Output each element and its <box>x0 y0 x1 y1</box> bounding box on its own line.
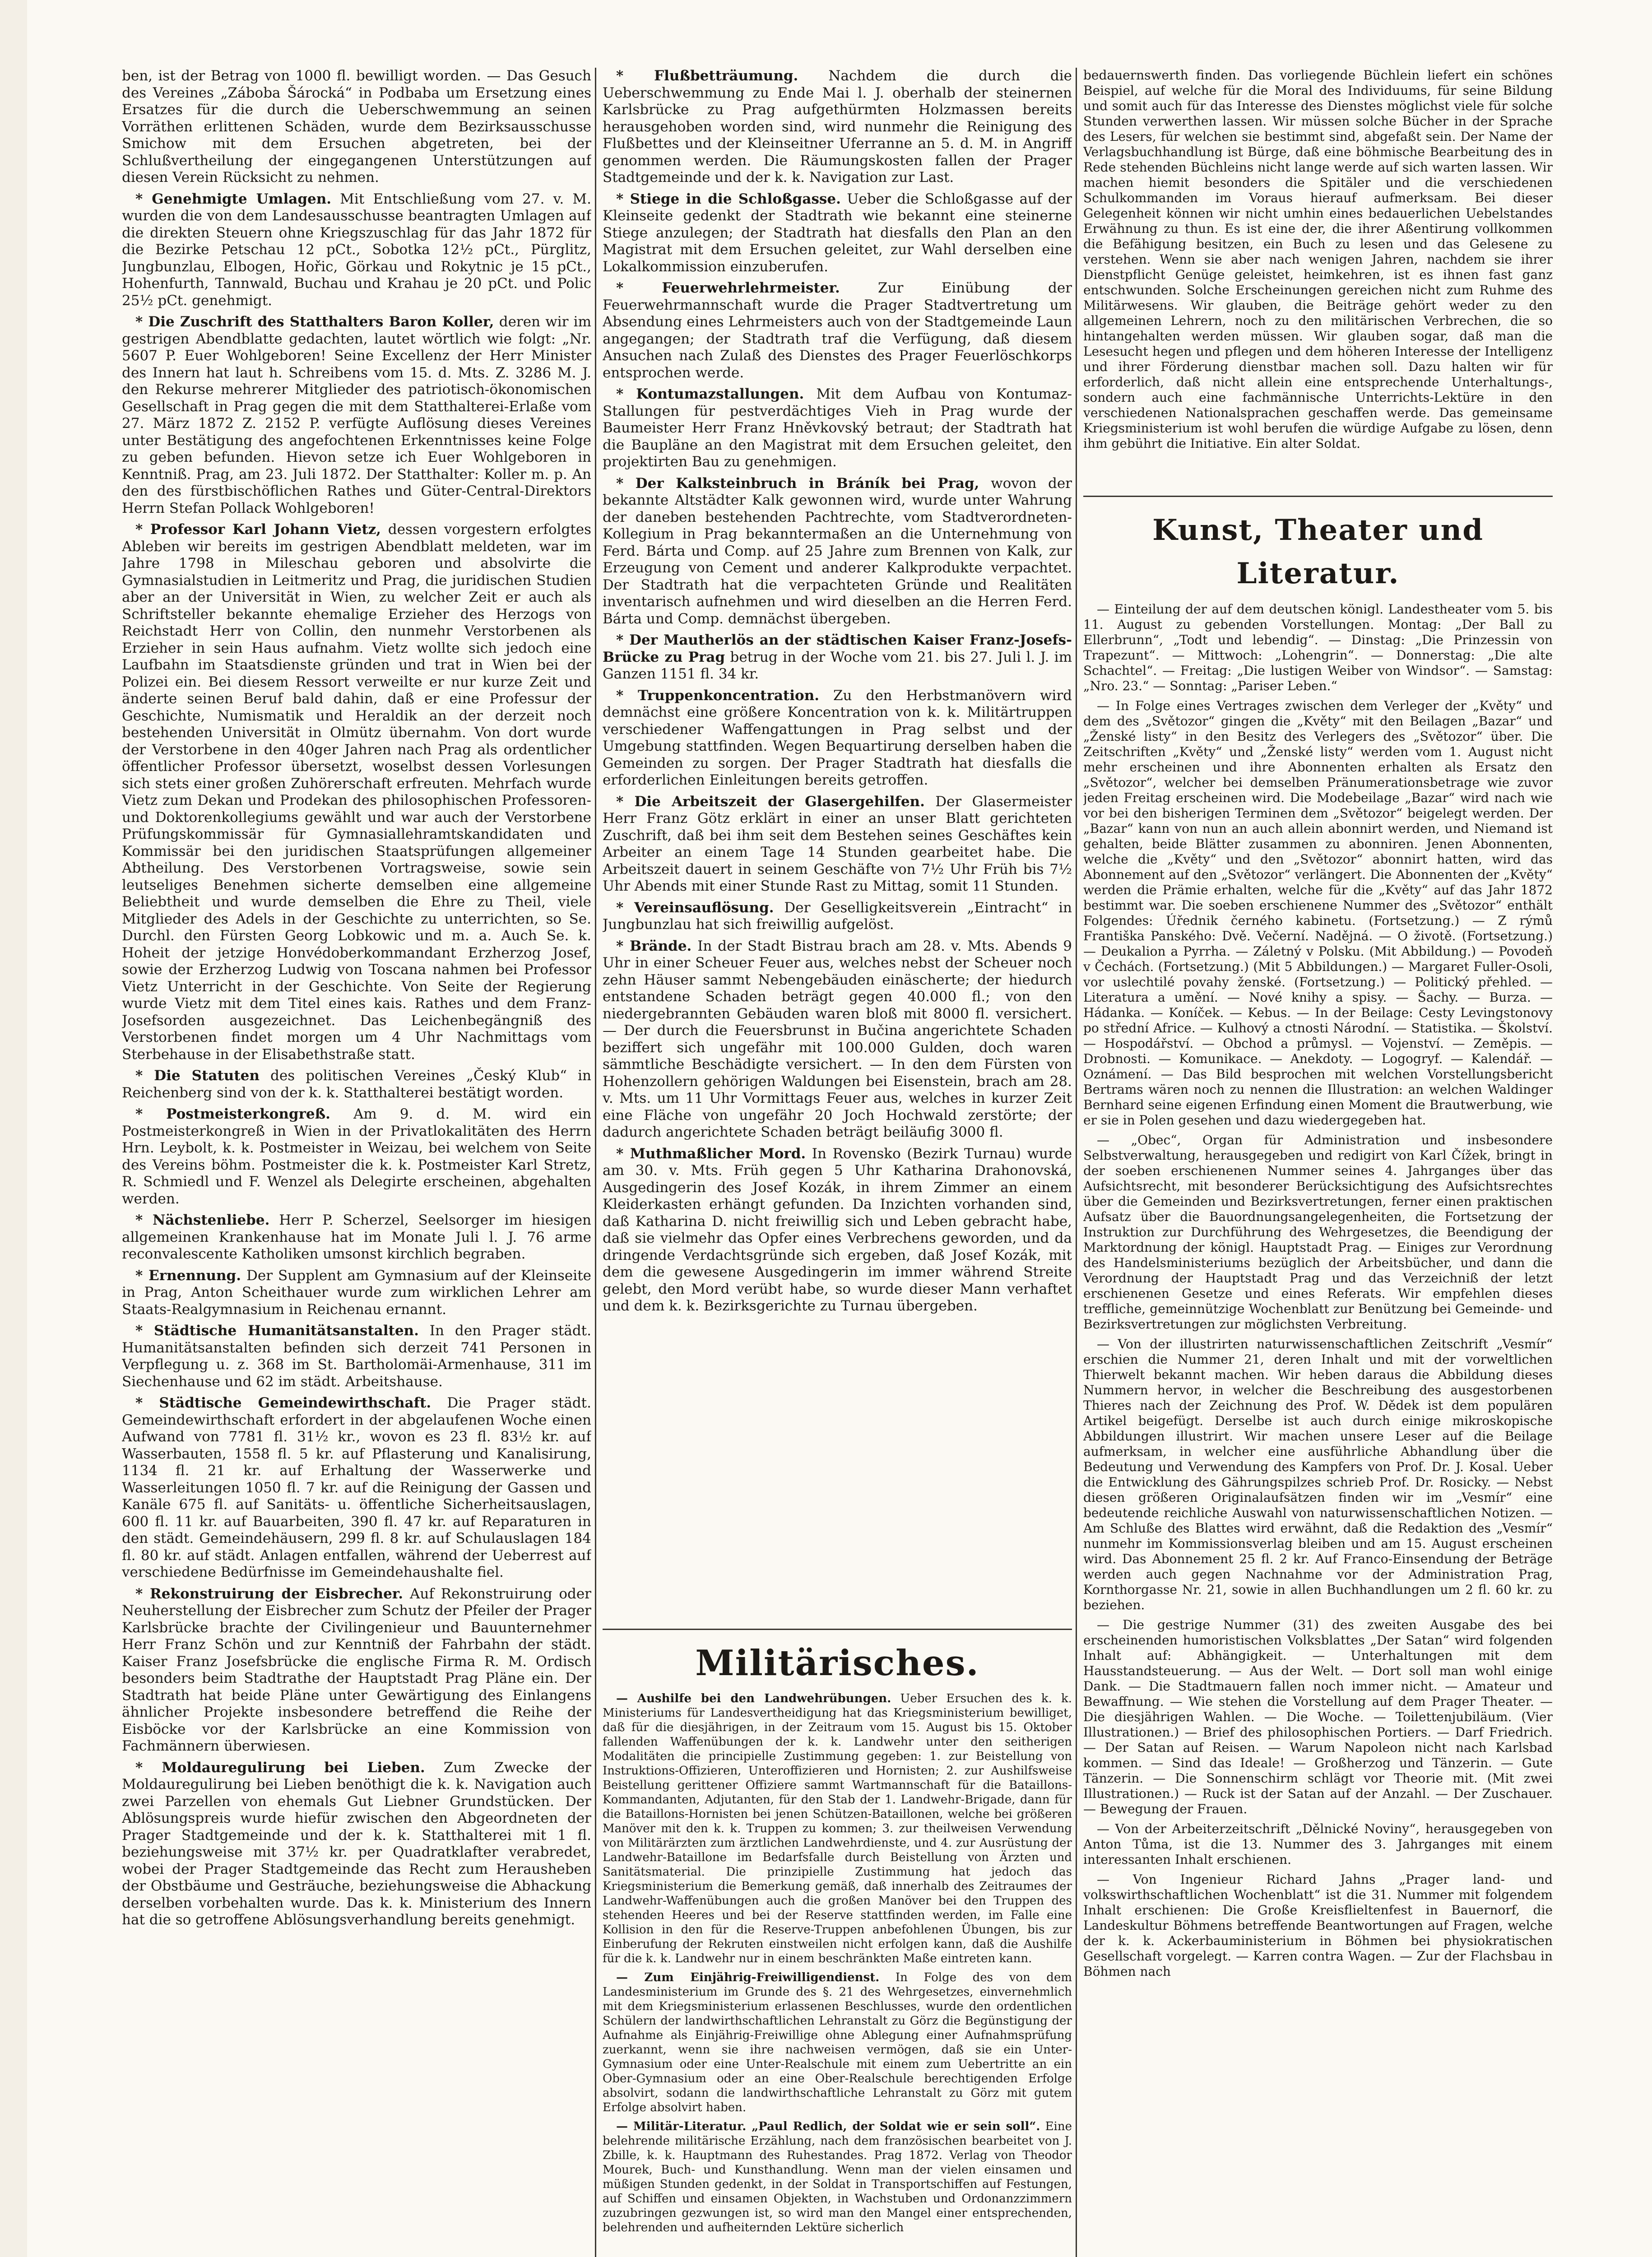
article-paragraph <box>1083 1337 1553 1613</box>
column-2 <box>603 68 1072 1621</box>
article-paragraph <box>603 687 1072 789</box>
article-text: Mit Entschließung vom 27. v. M. wurden die von dem Landesausschusse beantragten Umlagen auf die direkten Steuern ohne Kriegszuschlag für das Jahr 1872 für die Bezirke Petschau 12 pCt., Sobotka 12½ pCt., Pürglitz, Jungbunzlau, Elbogen, Hořic, Görkau und Rokytnic je 15 pCt., Hohenfurth, Tannwald, Buchau und Krahau je 20 pCt. und Polic 25½ pCt. genehmigt. <box>122 190 591 309</box>
article-headline: — Zum Einjährig-Freiwilligendienst. <box>616 1971 880 1984</box>
arts-articles <box>1083 602 1553 2257</box>
article-text: des politischen Vereines „Český Klub“ in Reichenberg sind von der k. k. Statthalterei bestätigt worden. <box>122 1068 591 1101</box>
article-text: — Von der illustrirten naturwissenschaftlichen Zeitschrift „Vesmír“ erschien die Nummer 21, deren Inhalt und mit der vorweltlichen Thierwelt bekannt machen. Wir heben daraus die Abbildung dieses Nummern hervor, in welcher die Beschreibung des ausgestorbenen Thieres nach der Zeichnung des Prof. W. Dědek ist dem populären Artikel beigefügt. Derselbe ist auch durch einige mikroskopische Abbildungen illustrirt. Wir machen unsere Leser auf die Beilage aufmerksam, in welcher eine ausführliche Abhandlung über die Bedeutung und Verwendung des Kampfers von Prof. Dr. J. Kosal. Ueber die Entwicklung des Gährungspilzes schrieb Prof. Dr. Rosicky. — Nebst diesen größeren Originalaufsätzen finden wir im „Vesmír“ eine bedeutende reichliche Auswahl von naturwissenschaftlichen Notizen. — Am Schluße des Blattes wird erwähnt, daß die Redaktion des „Vesmír“ nunmehr im Kommissionsverlag bleiben und am 15. August erscheinen wird. Das Abonnement 25 fl. 2 kr. Auf Franco-Einsendung der Beträge werden auch gegen Nachnahme vor der Administration Prag, Kornthorgasse Nr. 21, sowie in allen Buchhandlungen um 2 fl. 60 kr. zu beziehen. <box>1083 1337 1553 1612</box>
article-paragraph <box>122 1068 591 1101</box>
article-paragraph <box>603 68 1072 186</box>
article-text: Auf Rekonstruirung oder Neuherstellung der Eisbrecher zum Schutz der Pfeiler der Prager Karlsbrücke brachte der Civilingenieur und Bauunternehmer Herr Franz Schön und zur Kenntniß der Fahrbahn der städt. Kaiser Franz Josefsbrücke die englische Firma R. M. Ordisch besonders beim Stadtrathe der Hauptstadt Prag Pläne ein. Der Stadtrath hat beide Pläne unter Gewärtigung des Einlangens ähnlicher Projekte insbesondere betreffend die Reihe der Eisböcke vor der Karlsbrücke an eine Kommission von Fachmännern überwiesen. <box>122 1585 591 1754</box>
article-headline: * Genehmigte Umlagen. <box>135 190 332 207</box>
article-paragraph <box>1083 698 1553 1128</box>
article-text: ben, ist der Betrag von 1000 fl. bewilligt worden. — Das Gesuch des Vereines „Záboba Šárocká“ in Podbaba um Ersetzung eines Ersatzes für die durch die Ueberschwemmung an seinen Vorräthen erlittenen Schäden, wurde dem Bezirksausschusse Smichow mit dem Ersuchen abgetreten, bei der Schlußvertheilung der eingegangenen Unterstützungen auf diesen Verein Rücksicht zu nehmen. <box>122 68 591 186</box>
article-text: Der Supplent am Gymnasium auf der Kleinseite in Prag, Anton Scheithauer wurde zum wirklichen Lehrer am Staats-Realgymnasium in Reichenau ernannt. <box>122 1267 591 1318</box>
article-paragraph <box>122 191 591 310</box>
article-headline: * Stiege in die Schloßgasse. <box>616 190 841 207</box>
column-rule <box>595 68 596 2257</box>
article-text: bedauernswerth finden. Das vorliegende Büchlein liefert ein schönes Beispiel, auf welche für die Moral des Individuums, für seine Bildung und somit auch für das Interesse des Dienstes möglichst viele für solche Stunden verwerthen lassen. Wir müssen solche Bücher in der Sprache des Lesers, für welchen sie bestimmt sind, abgefaßt sein. Der Name der Verlagsbuchhandlung ist Bürge, daß eine böhmische Bearbeitung des in Rede stehenden Büchleins nicht lange werde auf sich warten lassen. Wir machen hiemit besonders die Spitäler und die verschiedenen Schulkommanden im Voraus hierauf aufmerksam. Bei dieser Gelegenheit können wir nicht umhin eines bedauerlichen Uebelstandes Erwähnung zu thun. Es ist eine der, die ihrer Aßentirung vollkommen die Befähigung besitzen, ein Buch zu lesen und das Gelesene zu verstehen. Wenn sie aber nach wenigen Jahren, nachdem sie ihrer Dienstpflicht Genüge geleistet, heimkehren, ist es ihnen fast ganz entschwunden. Solche Erscheinungen gereichen nicht zum Ruhme des Militärwesens. Wir glauben, die Beiträge gehört weder zu den allgemeinen Lehrern, noch zu den militärischen Verbrechen, die so hintangehalten werden müssen. Wir glauben sogar, daß man die Lesesucht hegen und pflegen und dem höheren Interesse der Intelligenz und ihrer Förderung dienstbar machen soll. Dazu halten wir für erforderlich, daß nicht allein eine entsprechende Unterhaltungs-, sondern auch eine fachmännische Unterrichts-Lektüre in den verschiedenen Nationalsprachen geschaffen werde. Das gemeinsame Kriegsministerium ist wohl berufen die würdige Aufgabe zu lösen, denn ihm gebührt die Initiative. Ein alter Soldat. <box>1083 68 1553 451</box>
article-headline: * Feuerwehrlehrmeister. <box>616 280 840 296</box>
article-headline: * Städtische Humanitätsanstalten. <box>135 1323 419 1339</box>
article-paragraph <box>122 521 591 1063</box>
page-edge-shadow <box>0 0 27 2257</box>
article-headline: * Die Zuschrift des Statthalters Baron Koller, <box>135 314 494 330</box>
article-paragraph <box>603 191 1072 276</box>
article-text: — Von der Arbeiterzeitschrift „Dělnické Noviny“, herausgegeben von Anton Tůma, ist die 13. Nummer des 3. Jahrganges mit einem interessanten Inhalt erschienen. <box>1083 1821 1553 1867</box>
article-headline: * Muthmaßlicher Mord. <box>616 1145 806 1162</box>
article-text: Ueber Ersuchen des k. k. Ministeriums für Landesvertheidigung hat das Kriegsministerium bewilliget, daß für die diesjährigen, in der Zeitraum vom 15. August bis 15. Oktober fallenden Waffenübungen der k. k. Landwehr unter den seitherigen Modalitäten die principielle Zustimmung gegeben: 1. zur Beistellung von Instruktions-Offizieren, Unteroffizieren und Hornisten; 2. zur Aushilfsweise Beistellung gerittener Offiziere sammt Wartmannschaft für die Bataillons-Kommandanten, Adjutanten, für den Stab der 1. Landwehr-Brigade, dann für die Bataillons-Hornisten bei jenen Schützen-Bataillonen, welche bei größeren Manöver mit den k. k. Truppen zu kommen; 3. zur theilweisen Verwendung von Militärärzten zum ärztlichen Landwehrdienste, und 4. zur Ausrüstung der Landwehr-Bataillone im Bedarfsfalle durch Beistellung von Ärzten und Sanitätsmaterial. Die prinzipielle Zustimmung hat jedoch das Kriegsministerium die Bemerkung gemäß, daß innerhalb des Zeitraumes der Landwehr-Waffenübungen auch die großen Manöver bei den Truppen des stehenden Heeres und bei der Reserve stattfinden werden, im Falle eine Kollision in den für die Reserve-Truppen anbefohlenen Übungen, bis zur Einberufung der Rekruten einstweilen nicht erfolgen kann, daß die Aushilfe für die k. k. Landwehr nur in einem beschränkten Maße eintreten kann. <box>603 1692 1072 1965</box>
article-text: Am 9. d. M. wird ein Postmeisterkongreß in Wien in der Privatlokalitäten des Herrn Hrn. Leybolt, k. k. Postmeister in Weizau, bei welchem von Seite des Vereins böhm. Postmeister die k. k. Postmeister Karl Stretz, R. Schmiedl und F. Wenzel als Delegirte erscheinen, abgehalten werden. <box>122 1106 591 1207</box>
article-text: Mit dem Aufbau von Kontumaz-Stallungen für pestverdächtiges Vieh in Prag wurde der Baumeister Herr Franz Hněvkovský betraut; der Stadtrath hat die Baupläne an den Magistrat mit dem Ersuchen geleitet, den projektirten Bau zu genehmigen. <box>603 386 1072 470</box>
article-headline: * Postmeisterkongreß. <box>135 1106 330 1122</box>
article-headline: * Der Mautherlös an der städtischen Kaiser Franz-Josefs-Brücke zu Prag <box>603 632 1072 665</box>
article-headline: * Truppenkoncentration. <box>616 687 820 704</box>
military-articles <box>603 1691 1072 2257</box>
article-headline: * Rekonstruirung der Eisbrecher. <box>135 1585 404 1602</box>
article-headline: — Aushilfe bei den Landwehrübungen. <box>616 1692 891 1705</box>
article-text: In Rovensko (Bezirk Turnau) wurde am 30. v. Mts. Früh gegen 5 Uhr Katharina Drahonovská, Ausgedingerin des Josef Kozák, in ihrem Zimmer an einem Kleiderkasten erhängt gefunden. Da Inzichten vorhanden sind, daß Katharina D. nicht freiwillig sich und Leben gebracht habe, daß sie vielmehr das Opfer eines Verbrechens geworden, und da dringende Verdachtsgründe sich ergeben, daß Josef Kozák, mit dem die gewesene Ausgedingerin im immer während Streite gelebt, den Mord verübt habe, so wurde dieser Mann verhaftet und dem k. k. Bezirksgerichte zu Turnau übergeben. <box>603 1145 1072 1314</box>
article-headline: * Ernennung. <box>135 1267 241 1284</box>
article-text: Ueber die Schloßgasse auf der Kleinseite gedenkt der Stadtrath wie bekannt eine steinerne Stiege anzulegen; der Stadtrath hat diesfalls den Plan an den Magistrat mit dem Ersuchen geleitet, zur Wahl derselben eine Lokalkommission einzuberufen. <box>603 190 1072 275</box>
article-text: — Einteilung der auf dem deutschen königl. Landestheater vom 5. bis 11. August zu gebenden Vorstellungen. Montag: „Der Ball zu Ellerbrunn“, „Todt und lebendig“. — Dinstag: „Die Prinzessin von Trapezunt“. — Mittwoch: „Lohengrin“. — Donnerstag: „Die alte Schachtel“. — Freitag: „Die lustigen Weiber von Windsor“. — Samstag: „Nro. 23.“ — Sonntag: „Pariser Leben.“ <box>1083 602 1553 693</box>
article-paragraph <box>603 632 1072 683</box>
article-text: In Folge des von dem Landesministerium im Grunde des §. 21 des Wehrgesetzes, einvernehmlich mit dem Kriegsministerium erlassenen Beschlusses, wurde den ordentlichen Schülern der landwirthschaftlichen Lehranstalt zu Görz die Begünstigung der Aufnahme als Einjährig-Freiwillige ohne Ablegung einer Aufnahmsprüfung zuerkannt, wenn sie ihre nachweisen vermögen, daß sie ein Unter-Gymnasium oder eine Unter-Realschule mit einem zum Uebertritte an ein Ober-Gymnasium oder an eine Ober-Realschule berechtigenden Erfolge absolvirt, sodann die landwirthschaftliche Lehranstalt zu Görz mit gutem Erfolge absolvirt haben. <box>603 1971 1072 2114</box>
article-paragraph <box>1083 1617 1553 1817</box>
article-paragraph <box>122 1586 591 1755</box>
article-headline: * Moldauregulirung bei Lieben. <box>135 1759 425 1776</box>
article-paragraph <box>122 1212 591 1263</box>
column-1 <box>122 68 591 2257</box>
article-paragraph <box>1083 68 1553 451</box>
article-text: Der Geselligkeitsverein „Eintracht“ in Jungbunzlau hat sich freiwillig aufgelöst. <box>603 899 1072 933</box>
article-paragraph <box>603 280 1072 381</box>
article-text: — In Folge eines Vertrages zwischen dem Verleger der „Květy“ und dem des „Světozor“ gingen die „Květy“ mit den Beilagen „Bazar“ und „Ženské listy“ in den Besitz des Verlegers des „Světozor“ über. Die Zeitschriften „Květy“ und „Ženské listy“ werden vom 1. August nicht mehr erscheinen und ihre Abonnenten erhalten als Ersatz den „Světozor“, welcher bei demselben Pränumerationsbetrage wie zuvor jeden Freitag erscheinen wird. Die Modebeilage „Bazar“ wird nach wie vor bei den bisherigen Terminen dem „Světozor“ beigelegt werden. Der „Bazar“ kann von nun an auch allein abonnirt werden, und Niemand ist gehalten, beide Blätter zusammen zu abonniren. Jenen Abonnenten, welche die „Květy“ und den „Světozor“ abonnirt hatten, wird das Abonnement auf den „Světozor“ verlängert. Die Abonnenten der „Květy“ werden die Prämie erhalten, welche für die „Květy“ auf das Jahr 1872 bestimmt war. Die soeben erschienene Nummer des „Světozor“ enthält Folgendes: Úřednik černého kabinetu. (Fortsetzung.) — Z rýmů Františka Panského: Dvě. Večerní. Nadějná. — O životě. (Fortsetzung.) — Deukalion a Pyrrha. — Záletný v Polsku. (Mit Abbildung.) — Povodeň v Čechách. (Fortsetzung.) (Mit 5 Abbildungen.) — Margaret Fuller-Osoli, vor uslechtilé povahy ženské. (Fortsetzung.) — Politický přehled. — Literatura a umění. — Nové knihy a spisy. — Šachy. — Burza. — Hádanka. — Koníček. — Kebus. — In der Beilage: Cesty Levingstonovy po střední Africe. — Kulhový a ctnosti Národní. — Statistika. — Školství. — Hospodářství. — Obchod a průmysl. — Vojenství. — Zeměpis. — Drobnosti. — Komunikace. — Anekdoty. — Logogryf. — Kalendář. — Oznámení. — Das Bild besprochen mit welchen Vorstellungsbericht Bertrams wären noch zu nennen die Illustration: an welchen Waldinger Bernhard seine eigenen Erfindung einen Moment die Brautwerbung, wie er sie in Polen gesehen und dazu wiedergegeben hat. <box>1083 698 1553 1128</box>
article-paragraph <box>1083 1821 1553 1867</box>
article-paragraph <box>603 1146 1072 1315</box>
article-text: dessen vorgestern erfolgtes Ableben wir bereits im gestrigen Abendblatt meldeten, war im Jahre 1798 in Mileschau geboren und absolvirte die Gymnasialstudien in Leitmeritz und Prag, die juridischen Studien aber an der Universität in Wien, zu welcher Zeit er auch als Schriftsteller bekannte ehemalige Erzieher des Herzogs von Reichstadt Herr von Collin, den nunmehr Verstorbenen als Erzieher in sein Haus aufnahm. Vietz wollte sich jedoch eine Laufbahn im Staatsdienste gründen und trat in Wien bei der Polizei ein. Bei diesem Ressort verweilte er nur kurze Zeit und änderte seinen Beruf bald dahin, daß er eine Professur der Geschichte, Numismatik und Heraldik an der derzeit noch bestehenden Universität in Olmütz übernahm. Von dort wurde der Verstorbene in den 40ger Jahren nach Prag als ordentlicher öffentlicher Professor übersetzt, woselbst dessen Vorlesungen sich stets einer großen Zuhörerschaft erfreuten. Mehrfach wurde Vietz zum Dekan und Prodekan des philosophischen Professoren- und Doktorenkollegiums gewählt und war auch der Verstorbene Prüfungskommissär für Gymnasiallehramtskandidaten und Kommissär bei den juridischen Staatsprüfungen allgemeiner Abtheilung. Des Verstorbenen Vortragsweise, sowie sein leutseliges Benehmen sicherte demselben eine allgemeine Beliebtheit und wurde demselben die Ehre zu Theil, viele Mitglieder des Adels in der Geschichte zu unterrichten, so Se. Durchl. den Fürsten Georg Lobkowic und m. a. Auch Se. k. Hoheit der jetzige Honvédoberkommandant Erzherzog Josef, sowie der Erzherzog Ludwig von Toscana nahmen bei Professor Vietz Unterricht in der Geschichte. Von Seite der Regierung wurde Vietz mit dem Titel eines kais. Rathes und dem Franz-Josefsorden ausgezeichnet. Das Leichenbegängniß des Verstorbenen findet morgen um 4 Uhr Nachmittags vom Sterbehause in der Elisabethstraße statt. <box>122 521 591 1063</box>
article-paragraph <box>603 475 1072 628</box>
article-text: Der Glasermeister Herr Franz Götz erklärt in einer an unser Blatt gerichteten Zuschrift, daß bei ihm seit dem Bestehen seines Geschäftes kein Arbeiter an einem Tage 14 Stunden gearbeitet habe. Die Arbeitszeit dauert in seinem Geschäfte von 7½ Uhr Früh bis 7½ Uhr Abends mit einer Stunde Rast zu Mittag, somit 11 Stunden. <box>603 793 1072 894</box>
article-text: Die Prager städt. Gemeindewirthschaft erfordert in der abgelaufenen Woche einen Aufwand von 7781 fl. 31½ kr., wovon es 23 fl. 83½ kr. auf Wasserbauten, 1558 fl. 5 kr. auf Pflasterung und Kanalisirung, 1134 fl. 21 kr. auf Erhaltung der Wasserwerke und Wasserleitungen 1050 fl. 7 kr. auf die Reinigung der Gassen und Kanäle 675 fl. auf Sanitäts- u. öffentliche Sicherheitsauslagen, 600 fl. 11 kr. auf Bauarbeiten, 390 fl. 47 kr. auf Reparaturen in den städt. Gemeindehäusern, 299 fl. 8 kr. auf Schulauslagen 184 fl. 80 kr. auf städt. Anlagen entfallen, während der Ueberrest auf verschiedene Bedürfnisse im Gemeindehaushalte fiel. <box>122 1395 591 1580</box>
article-paragraph <box>122 1268 591 1319</box>
article-paragraph <box>122 1395 591 1581</box>
article-paragraph <box>603 2119 1072 2235</box>
article-paragraph <box>1083 1133 1553 1332</box>
article-text: — Die gestrige Nummer (31) des zweiten Ausgabe des bei erscheinenden humoristischen Volksblattes „Der Satan“ wird folgenden Inhalt auf: Abhängigkeit. — Unterhaltungen mit dem Hausstandsteuerung. — Aus der Welt. — Dort soll man wohl einige Dank. — Die Stadtmauern fallen noch immer nicht. — Amateur und Bewaffnung. — Wie stehen die Vorstellung auf dem Prager Theater. — Die diesjährigen Wahlen. — Die Woche. — Toilettenjubiläum. (Vier Illustrationen.) — Brief des philosophischen Portiers. — Darf Friedrich. — Der Satan auf Reisen. — Warum Napoleon nicht nach Karlsbad kommen. — Sind das Ideale! — Großherzog und Tänzerin. — Gute Tänzerin. — Die Sonnenschirm schlägt vor Theorie mit. (Mit zwei Illustrationen.) — Ruck ist der Satan auf der Anzahl. — Der Zuschauer. — Bewegung der Frauen. <box>1083 1617 1553 1816</box>
arts-section <box>1083 492 1553 2257</box>
article-paragraph <box>122 1323 591 1390</box>
article-headline: * Vereinsauflösung. <box>616 899 774 916</box>
column-3 <box>1083 68 1553 474</box>
article-text: betrug in der Woche vom 21. bis 27. Juli l. J. im Ganzen 1151 fl. 34 kr. <box>603 649 1072 682</box>
article-text: Zur Einübung der Feuerwehrmannschaft wurde die Prager Stadtvertretung um Absendung eines Lehrmeisters auch von der Stadtgemeinde Laun angegangen; der Stadtrath traf die Verfügung, daß diesem Ansuchen nach Zulaß des Dienstes des Prager Feuerlöschkorps entsprochen werde. <box>603 280 1072 381</box>
article-text: Nachdem die durch die Ueberschwemmung zu Ende Mai l. J. oberhalb der steinernen Karlsbrücke zu Prag aufgethürmten Holzmassen bereits herausgehoben worden sind, wird nunmehr die Reinigung des Flußbettes und der Kleinseitner Uferranne an 5. d. M. in Angriff genommen werden. Die Räumungskosten fallen der Prager Stadtgemeinde und der k. k. Navigation zur Last. <box>603 68 1072 186</box>
article-paragraph <box>603 1970 1072 2115</box>
article-headline: * Brände. <box>616 938 692 954</box>
article-headline: * Flußbetträumung. <box>616 68 798 84</box>
article-paragraph <box>122 68 591 186</box>
article-paragraph <box>122 314 591 517</box>
article-paragraph <box>122 1760 591 1929</box>
article-headline: * Kontumazstallungen. <box>616 386 804 402</box>
article-paragraph <box>603 900 1072 933</box>
section-title-military: Militärisches. <box>695 1643 979 1684</box>
military-section <box>603 1625 1072 2257</box>
article-headline: * Die Statuten <box>135 1068 260 1084</box>
article-paragraph <box>1083 1872 1553 1979</box>
section-divider <box>1083 496 1553 497</box>
section-title-arts: Kunst, Theater und Literatur. <box>1152 513 1484 590</box>
article-headline: * Die Arbeitszeit der Glasergehilfen. <box>616 793 925 810</box>
article-paragraph <box>603 938 1072 1141</box>
article-text: In der Stadt Bistrau brach am 28. v. Mts. Abends 9 Uhr in einer Scheuer Feuer aus, welches nebst der Scheuer noch zehn Häuser sammt Nebengebäuden einäscherte; der hiedurch entstandene Schaden beträgt gegen 40.000 fl.; von den niedergebrannten Gebäuden waren bloß mit 8000 fl. versichert. — Der durch die Feuersbrunst in Bučina angerichtete Schaden beziffert sich ungefähr mit 100.000 Gulden, doch waren sämmtliche Beschädigte versichert. — In den dem Fürsten von Hohenzollern gehörigen Waldungen bei Eisenstein, brach am 28. v. Mts. um 11 Uhr Vormittags Feuer aus, welches in kurzer Zeit eine Fläche von ungefähr 20 Joch Hochwald zerstörte; der dadurch angerichtete Schaden beträgt beiläufig 3000 fl. <box>603 938 1072 1140</box>
article-paragraph <box>603 794 1072 895</box>
article-text: wovon der bekannte Altstädter Kalk gewonnen wird, wurde unter Wahrung der daneben bestehenden Pachtrechte, vom Stadtverordneten-Kollegium in Prag bekanntermaßen an die Unternehmung von Ferd. Bárta und Comp. auf 25 Jahre zum Brennen von Kalk, zur Erzeugung von Cement und anderer Kalkprodukte verpachtet. Der Stadtrath hat die verpachteten Gründe und Realitäten inventarisch aufnehmen und wird dieselben an die Herren Ferd. Bárta und Comp. demnächst übergeben. <box>603 475 1072 627</box>
article-paragraph <box>1083 602 1553 694</box>
article-text: Eine belehrende militärische Erzählung, nach dem französischen bearbeitet von J. Zbille, k. k. Hauptmann des Ruhestandes. Prag 1872. Verlag von Theodor Mourek, Buch- und Kunsthandlung. Wenn man der vielen einsamen und müßigen Stunden gedenkt, in der Soldat in Transportschiffen auf Festungen, auf Schiffen und einsamen Objekten, in Wachstuben und Ordonanzzimmern zuzubringen gezwungen ist, so wird man den Mangel einer entsprechenden, belehrenden und aufheiternden Lektüre sicherlich <box>603 2120 1072 2234</box>
article-headline: * Der Kalksteinbruch in Bráník bei Prag, <box>616 475 979 492</box>
article-text: In den Prager städt. Humanitätsanstalten befinden sich derzeit 741 Personen in Verpflegung u. z. 368 im St. Bartholomäi-Armenhause, 311 im Siechenhause und 62 im städt. Arbeitshause. <box>122 1323 591 1390</box>
article-headline: * Nächstenliebe. <box>135 1212 270 1228</box>
article-headline: — Militär-Literatur. „Paul Redlich, der Soldat wie er sein soll“. <box>616 2120 1040 2133</box>
article-headline: * Professor Karl Johann Vietz, <box>135 521 381 538</box>
article-paragraph <box>603 1691 1072 1966</box>
article-text: deren wir im gestrigen Abendblatte gedachten, lautet wörtlich wie folgt: „Nr. 5607 P. Euer Wohlgeboren! Seine Excellenz der Herr Minister des Innern hat laut h. Schreibens vom 15. d. Mts. Z. 3286 M. J. den Rekurse mehrerer Mitglieder des patriotisch-ökonomischen Gesellschaft in Prag gegen die mit dem Statthalterei-Erlaße vom 27. März 1872 Z. 2152 P. verfügte Auflösung dieses Vereines unter Bestätigung des angefochtenen Erkenntnisses keine Folge zu geben befunden. Hievon setze ich Euer Wohlgeboren in Kenntniß. Prag, am 23. Juli 1872. Der Statthalter: Koller m. p. An den des fürstbischöflichen Rathes und Güter-Central-Direktors Herrn Stefan Pollack Wohlgeboren! <box>122 314 591 516</box>
article-text: Herr P. Scherzel, Seelsorger im hiesigen allgemeinen Krankenhause hat im Monate Juli l. J. 76 arme reconvalescente Katholiken umsonst kirchlich begraben. <box>122 1212 591 1262</box>
article-text: Zum Zwecke der Moldauregulirung bei Lieben benöthigt die k. k. Navigation auch zwei Parzellen von ehemals Gut Liebner Grundstücken. Der Ablösungspreis wurde hiefür zwischen den Abgeordneten der Prager Stadtgemeinde und der k. k. Statthalterei mit 1 fl. beziehungsweise mit 37½ kr. per Quadratklafter verabredet, wobei der Prager Stadtgemeinde das Recht zum Herausheben der Obstbäume und Gesträuche, beziehungsweise die Abhackung derselben vorbehalten wurde. Das k. k. Ministerium des Innern hat die so getroffene Ablösungsverhandlung bereits genehmigt. <box>122 1759 591 1928</box>
article-text: Zu den Herbstmanövern wird demnächst eine größere Koncentration von k. k. Militärtruppen verschiedener Waffengattungen in Prag selbst und der Umgebung stattfinden. Wegen Bequartirung derselben haben die Gemeinden zu sorgen. Der Prager Stadtrath hat diesfalls die erforderlichen Einleitungen bereits getroffen. <box>603 687 1072 788</box>
article-text: — „Obec“, Organ für Administration und insbesondere Selbstverwaltung, herausgegeben und redigirt von Karl Čížek, bringt in der soeben erschienenen Nummer seines 4. Jahrganges über das Aufsichtsrecht, mit besonderer Berücksichtigung des Aufsichtsrechtes über die Gemeinden und Bezirksvertretungen, ferner einen praktischen Aufsatz über die Bauordnungsangelegenheiten, die Fortsetzung der Instruktion zur Durchführung des Wehrgesetzes, die Beendigung der Marktordnung der königl. Hauptstadt Prag. — Einiges zur Verordnung des Handelsministeriums bezüglich der Arbeitsbücher, und dann die Verordnung der Hauptstadt Prag und das Verzeichniß der letzt erschienenen Gesetze und eines Referats. Wir empfehlen dieses treffliche, gemeinnützige Wochenblatt zur Benützung bei Gemeinde- und Bezirksvertretungen zur möglichsten Verbreitung. <box>1083 1133 1553 1332</box>
article-paragraph <box>122 1106 591 1207</box>
article-paragraph <box>603 386 1072 471</box>
article-headline: * Städtische Gemeindewirthschaft. <box>135 1395 432 1411</box>
section-divider <box>603 1629 1072 1630</box>
column-rule <box>1076 68 1077 2257</box>
article-text: — Von Ingenieur Richard Jahns „Prager land- und volkswirthschaftlichen Wochenblatt“ ist die 31. Nummer mit folgendem Inhalt erschienen: Die Große Kreisflieltenfest in Bauernorf, die Landeskultur Böhmens betreffende Beantwortungen auf Fragen, welche der k. k. Ackerbauministerium in Böhmen bei physiokratischen Gesellschaft vorgelegt. — Karren contra Wagen. — Zur der Flachsbau in Böhmen nach <box>1083 1872 1553 1979</box>
